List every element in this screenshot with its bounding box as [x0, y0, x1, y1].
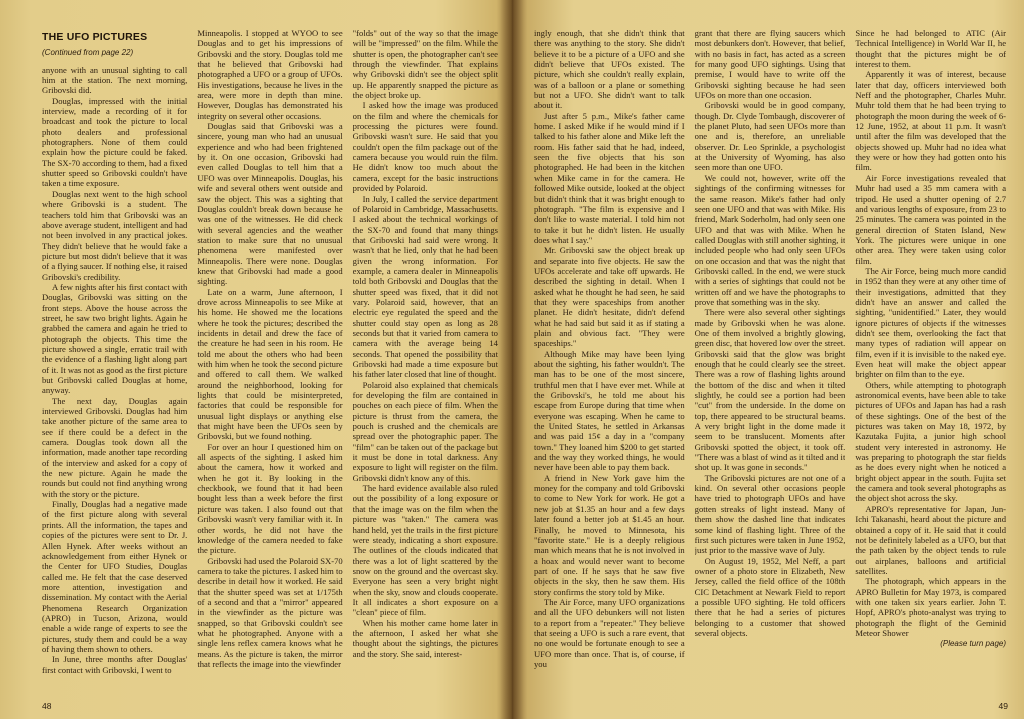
- paragraph: APRO's representative for Japan, Jun-Ichi Takanashi, heard about the picture and obtained a copy of it. He said that it could not be definitely labeled as a UFO, but that the path taken by the object tends to rule out airplanes, balloons and artificial satellites.: [855, 503, 1007, 576]
- right-page: [512, 0, 1024, 719]
- paragraph: The Air Force, many UFO organizations and all the UFO debunkers will not listen to a report from a "repeater." They believe that seeing a UFO is such a rare event, that no one would be fortunate enough to see a UFO more than once. That is, of course, if you: [534, 596, 685, 669]
- paragraph: Douglas next went to the high school where Gribovski is a student. The teachers told him that Gribovski was an above average student, intelligent and had not been involved in any practical jokes. They didn't believe that he would fake a picture but most didn't believe that it was of a flying saucer. If nothing else, it raised Gribovski's credibility.: [42, 188, 188, 282]
- paragraph: In July, I called the service department of Polaroid in Cambridge, Massachusetts. I asked about the technical workings of the SX-70 and found that many things that Gribovski had said were wrong. It wasn't that he lied, only that he had been given the wrong information. For example, a camera dealer in Minneapolis told both Gribovski and Douglas that the shutter speed was fixed, that it did not vary. Polaroid said, however, that an electric eye regulated the speed and the shutter could stay open as long as 28 seconds but that it varied from camera to camera with the average being 14 seconds. That opened the possibility that Gribovski had made a time exposure but his father later closed that line of thought.: [352, 193, 498, 380]
- paragraph: Mr. Gribovski saw the object break up and separate into five objects. He saw the UFOs accelerate and take off upwards. He described the sighting in detail. When I asked what he thought he had seen, he said that they were spaceships from another planet. He didn't hesitate, didn't defend what he had said but said it as if stating a plain and obvious fact. "They were spaceships.": [534, 245, 685, 349]
- paragraph: In June, three months after Douglas' first contact with Gribovski, I went to: [42, 654, 188, 675]
- left-column-3: [353, 28, 498, 693]
- paragraph: Since he had belonged to ATIC (Air Technical Intelligence) in World War II, he thought that the pictures might be of interest to them.: [855, 28, 1007, 70]
- paragraph: Minneapolis. I stopped at WYOO to see Douglas and to get his impressions of Gribovski and the story. Douglas told me that he believed that Gribovski had photographed a UFO or a group of UFOs. His investigations, because he lives in the area, were more in depth than mine. However, Douglas has demonstrated his integrity on several other occasions.: [197, 28, 343, 121]
- paragraph: Late on a warm, June afternoon, I drove across Minneapolis to see Mike at his home. He showed me the locations where he took the pictures; described the incidents in detail and drew the face of the creature he had seen in his room. He told me about the others who had been with him when he took the second picture and offered to call them. We walked around the neighborhood, looking for lights that could be misinterpreted, factories that could be responsible for unusual light displays or anything else that might have been the UFOs seen by Gribovski, but we found nothing.: [197, 286, 343, 442]
- paragraph: A few nights after his first contact with Douglas, Gribovski was sitting on the front steps. Above the house across the street, he saw two bright lights. Again he grabbed the camera and again he tried to photograph the objects. This time the picture showed a single, erratic trail with the evidence of a flashing light along part of it. It was not as good as the first picture but Gribovski called Douglas at home, anyway.: [42, 281, 188, 396]
- paragraph: The photograph, which appears in the APRO Bulletin for May 1973, is compared with one taken six years earlier. John T. Hopf, APRO's photo-analyst was trying to photograph the flight of the Geminid Meteor Shower: [855, 576, 1007, 638]
- page-number-left: 48: [42, 701, 52, 711]
- left-page-columns: [42, 28, 498, 693]
- right-column-1: [534, 28, 685, 693]
- paragraph: There were also several other sightings made by Gribovski when he was alone. One of them involved a brightly glowing, green disc, that hovered low over the street. Gribovski said that the glow was bright enough that he could clearly see the street. There was a row of flashing lights around the bottom of the disc and when it tilted slightly, he could see a portion had been "cut" from the underside. In the dome on top, there appeared to be structural beams. A very bright light in the dome made it seem to be translucent. Moments after Gribovski spotted the object, it took off. "There was a blast of wind as it tilted and it shot up. It was gone in seconds.": [694, 307, 846, 473]
- paragraph: Just after 5 p.m., Mike's father came home. I asked Mike if he would mind if I talked to his father alone and Mike left the room. His father said that he had, indeed, seen the five objects that his son photographed. He had been in the kitchen when Mike came in for the camera. He followed Mike outside, looked at the object but didn't think that it was bright enough to photograph. "The film is expensive and I don't like to waste material. I told him not to take it but he didn't listen. He usually does what I say.": [534, 110, 685, 245]
- paragraph: Gribovski had used the Polaroid SX-70 camera to take the pictures. I asked him to describe in detail how it worked. He said that the shutter speed was set at 1/175th of a second and that a "mirror" appeared in the viewfinder as the picture was snapped, so that Gribovski couldn't see what he photographed. Anyone with a single lens reflex camera knows what he means. As the picture is taken, the mirror that reflects the image into the viewfinder: [197, 555, 343, 669]
- paragraph: Douglas, impressed with the initial interview, made a recording of it for broadcast and took the picture to local photo dealers and professional photographers. None of them could explain how the picture could be faked. The SX-70 according to them, had a fixed shutter speed so Gribovski couldn't have taken a time exposure.: [42, 95, 188, 189]
- paragraph: The Gribovski pictures are not one of a kind. On several other occasions people have tried to photograph UFOs and have gotten streaks of light instead. Many of them show the dashed line that indicates some kind of flashing light. Three of the first such pictures were taken in June 1952, just prior to the massive wave of July.: [694, 472, 846, 556]
- paragraph: For over an hour I questioned him on all aspects of the sighting. I asked him about the camera, how it worked and when he got it. By looking in the checkbook, we found that it had been bought less than a week before the first picture was taken. I also found out that Gribovski wasn't very familiar with it. In other words, he did not have the knowledge of the camera needed to fake the picture.: [197, 441, 343, 556]
- article-headline: THE UFO PICTURES: [42, 31, 148, 43]
- paragraph: "folds" out of the way so that the image will be "impressed" on the film. While the shutter is open, the photographer can't see through the viewfinder. That explains why Gribovski didn't see the object split up. He apparently snapped the picture as the object broke up.: [352, 28, 498, 101]
- left-column-2: [197, 28, 342, 693]
- paragraph: The hard evidence available also ruled out the possibility of a long exposure or that the image was on the film when the picture was "taken." The camera was hand held, yet the trails in the first picture were steady, indicating a short exposure. The outlines of the clouds indicated that there was a lot of light scattered by the snow on the ground and the overcast sky. Everyone has seen a very bright night when the sky, snow and clouds cooperate. It all indicates a short exposure on a "clean" piece of film.: [352, 483, 498, 618]
- right-column-2: [695, 28, 846, 693]
- paragraph: The Air Force, being much more candid in 1952 than they were at any other time of their investigations, admitted that they didn't have an answer and called the sighting, "unidentified." Later, they would ignore pictures of objects if the witnesses didn't see them, overlooking the fact that many types of radiation will appear on film, even if it is invisible to the naked eye. Even heat will make the object appear brighter on film than to the eye.: [855, 265, 1007, 380]
- continued-note: (Continued from page 22): [42, 48, 134, 58]
- paragraph: ingly enough, that she didn't think that there was anything to the story. She didn't believe it to be a picture of a UFO and she didn't believe that UFOs existed. The picture, which she couldn't really explain, was of a balloon or a plane or something but not a UFO. She didn't want to talk about it.: [534, 28, 685, 111]
- paragraph: The next day, Douglas again interviewed Gribovski. Douglas had him take another picture of the same area to see if there could be a defect in the camera. Douglas took down all the information, made another tape recording of the interview and asked for a copy of the new picture. Again he made the rounds but could not find anything wrong with the story or the picture.: [42, 395, 188, 499]
- right-column-3: [855, 28, 1006, 693]
- paragraph: Apparently it was of interest, because later that day, officers interviewed both Neff and the photographer, Charles Muhr. Muhr told them that he had been trying to photograph the moon during the week of 6-12 June, 1952, at about 11 p.m. It wasn't until after the film was developed that the objects showed up. Muhr had no idea what they were or how they had gotten onto his film.: [855, 69, 1007, 173]
- paragraph: Although Mike may have been lying about the sighting, his father wouldn't. The man has to be one of the most sincere, truthful men that I have ever met. While at the Gribovski's, he told me about his escape from Europe during that time when everyone was escaping. When he came to the United States, he settled in Arkansas and was paid 15¢ a day in a "company town." They loaned him $200 to get started and the way they worked things, he would never have been able to pay them back.: [534, 348, 685, 473]
- paragraph: Finally, Douglas had a negative made of the first picture along with several prints. All the information, the tapes and copies of the pictures were sent to Dr. J. Allen Hynek. After weeks without an acknowledgement from either Hynek or the Center for UFO Studies, Douglas called me. He felt that the case deserved more attention, investigation and dissemination. My contact with the Aerial Phenomena Research Organization (APRO) in Tucson, Arizona, would enable a wide range of experts to see the pictures, study them and could be a way of having them shown to others.: [42, 499, 188, 654]
- left-column-1: [42, 28, 187, 693]
- paragraph: Gribovski would be in good company, though. Dr. Clyde Tombaugh, discoverer of the planet Pluto, had seen UFOs more than one and is, therefore, an unreliable observer. Dr. Leo Sprinkle, a psychologist at the University of Wyoming, has also seen more than one UFO.: [694, 100, 846, 173]
- page-number-right: 49: [998, 701, 1008, 711]
- paragraph: Others, while attempting to photograph astronomical events, have been able to take pictures of UFOs and Japan has had a rash of these sightings. One of the best of the pictures was taken on May 18, 1972, by Kazutaka Fujita, a junior high school student very interested in astronomy. He was preparing to photograph the star fields as he does every night when he noticed a bright object appear in the south. Fujita set the camera and took several photographs as the object shot across the sky.: [855, 379, 1007, 504]
- paragraph: We could not, however, write off the sightings of the confirming witnesses for the same reason. Mike's father had only seen one UFO and that was with Mike. His friend, Mark Soderholm, had only seen one UFO and that was with Mike. When he called Douglas with still another sighting, it included people who had only seen UFOs on one occasion and that was the night that Gribovski called. In the end, we were stuck with a series of sightings that could not be written off and we have the photographs to prove that something was in the sky.: [694, 172, 846, 307]
- right-page-columns: [534, 28, 1006, 693]
- paragraph: anyone with an unusual sighting to call him at the station. The next morning, Gribovski did.: [42, 64, 188, 96]
- paragraph: grant that there are flying saucers which most debunkers don't. However, that belief, with no basis in fact, has acted as a screen for many good UFO sightings. Using that premise, I would have to write off the Gribovski sighting because he had seen UFOs on more than one occasion.: [694, 28, 846, 101]
- paragraph: A friend in New York gave him the money for the company and told Gribovski to come to New York for work. He got a new job at $1.35 an hour and a few days later found a better job at $1.45 an hour. Finally, he moved to Minnesota, his "favorite state." He is a deeply religious man which means that he is not involved in a hoax and would never want to become part of one. If he says that he saw five objects in the sky, then he saw them. His story confirms the story told by Mike.: [534, 472, 685, 597]
- paragraph: When his mother came home later in the afternoon, I asked her what she thought about the sightings, the pictures and the story. She said, interest-: [352, 617, 498, 659]
- paragraph: Air Force investigations revealed that Muhr had used a 35 mm camera with a tripod. He used a shutter opening of 2.7 and various lengths of exposure, from 23 to 25 minutes. The camera was pointed in the general direction of Staten Island, New York. The pictures were unique in one other area. They were taken using color film.: [855, 172, 1007, 266]
- paragraph: Douglas said that Gribovski was a sincere, young man who had an unusual experience and who had been frightened by it. On one occasion, Gribovski had even called Douglas to tell him that a UFO was over Minneapolis. Douglas, his wife and several others went outside and saw the object. This was a sighting that Douglas couldn't break down because he was one of the witnesses. He did check with several agencies and the weather station to make sure that no unusual phenomena were manifested over Minneapolis. There were none. Douglas knew that Gribovski had made a good sighting.: [197, 121, 343, 287]
- paragraph: Polaroid also explained that chemicals for developing the film are contained in pouches on each piece of film. When the picture is thrust from the camera, the pouch is crushed and the chemicals are spread over the photographic paper. The "film" can be taken out of the package but it must be done in total darkness. Any exposure to light will register on the film. Gribovski didn't know any of this.: [352, 379, 498, 483]
- paragraph: I asked how the image was produced on the film and where the chemicals for processing the pictures were found. Gribovski wasn't sure. He said that you couldn't open the film package out of the camera because you would ruin the film. He didn't know too much about the camera, except for the basic instructions provided by Polaroid.: [352, 100, 498, 194]
- turn-page-note: (Please turn page): [940, 639, 1007, 649]
- paragraph: On August 19, 1952, Mel Neff, a part owner of a photo store in Elizabeth, New Jersey, called the field office of the 108th CIC Detachment at Newark Field to report a possible UFO sighting. He told officers there that he had a series of pictures belonging to a customer that showed several objects.: [694, 555, 846, 638]
